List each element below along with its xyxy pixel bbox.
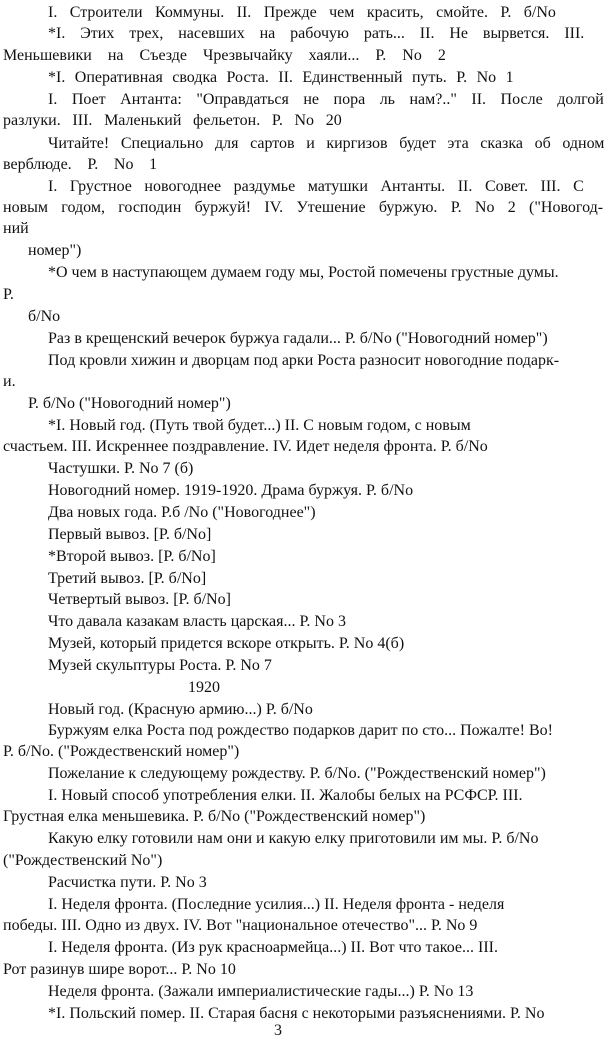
text-line: *I. Этих трех, насевших на рабочую рать... II. Не вырвется. III.	[48, 25, 585, 42]
text-line: номер")	[28, 242, 82, 259]
text-line: Расчистка пути. Р. No 3	[48, 874, 207, 891]
text-line: Меньшевики на Съезде Чрезвычайку хаяли... Р. No 2	[3, 47, 446, 64]
text-line: Что давала казакам власть царская... Р. No 3	[48, 613, 346, 630]
text-line: разлуки. III. Маленький фельетон. Р. No 20	[3, 112, 342, 129]
text-line: новым годом, господин буржуй! IV. Утешение буржую. Р. No 2 ("Новогод-	[3, 199, 604, 216]
text-line: Р. б/No ("Новогодний номер")	[28, 395, 231, 412]
text-line: и.	[3, 373, 16, 390]
text-line: победы. III. Одно из двух. IV. Вот "национальное отечество"... Р. No 9	[3, 917, 478, 934]
text-line: Р.	[3, 286, 14, 303]
text-line: Два новых года. Р.б /No ("Новогоднее")	[48, 504, 316, 521]
text-line: ("Рождественский No")	[3, 852, 163, 869]
text-line: Грустная елка меньшевика. Р. б/No ("Рождественский номер")	[3, 808, 426, 825]
text-line: Пожелание к следующему рождеству. Р. б/No. ("Рождественский номер")	[48, 765, 546, 782]
text-line: I. Поет Антанта: "Оправдаться не пора ль нам?.." II. После долгой	[48, 91, 604, 108]
text-line: счастьем. III. Искреннее поздравление. IV. Идет неделя фронта. Р. б/No	[3, 438, 488, 455]
text-line: *I. Оперативная сводка Роста. II. Единственный путь. Р. No 1	[48, 69, 514, 86]
text-line: I. Грустное новогоднее раздумье матушки Антанты. II. Совет. III. С	[48, 178, 584, 195]
page-number: 3	[274, 1022, 282, 1039]
text-line: ний	[3, 220, 29, 237]
text-line: *I. Новый год. (Путь твой будет...) II. С новым годом, с новым	[48, 417, 471, 434]
text-line: Неделя фронта. (Зажали империалистические гады...) Р. No 13	[48, 983, 474, 1000]
text-line: *О чем в наступающем думаем году мы, Ростой помечены грустные думы.	[48, 264, 559, 281]
text-line: I. Неделя фронта. (Из рук красноармейца...) II. Вот что такое... III.	[48, 939, 498, 956]
text-line: Р. б/No. ("Рождественский номер")	[3, 743, 240, 760]
text-line: Новогодний номер. 1919-1920. Драма буржуя. Р. б/No	[48, 482, 414, 499]
text-line: Новый год. (Красную армию...) Р. б/No	[48, 701, 313, 718]
text-line: Раз в крещенский вечерок буржуа гадали... Р. б/No ("Новогодний номер")	[48, 330, 548, 347]
text-line: *I. Польский помер. II. Старая басня с некоторыми разъяснениями. Р. No	[48, 1005, 545, 1022]
year-heading: 1920	[188, 679, 220, 696]
text-line: *Второй вывоз. [Р. б/No]	[48, 548, 216, 565]
text-line: I. Неделя фронта. (Последние усилия...) II. Неделя фронта - неделя	[48, 896, 505, 913]
text-line: I. Строители Коммуны. II. Прежде чем красить, смойте. Р. б/No	[48, 4, 556, 21]
text-line: верблюде. Р. No 1	[3, 156, 158, 173]
text-line: Рот разинув шире ворот... Р. No 10	[3, 961, 236, 978]
text-line: Музей, который придется вскоре открыть. Р. No 4(б)	[48, 635, 405, 652]
text-line: Частушки. Р. No 7 (б)	[48, 460, 194, 477]
text-line: Буржуям елка Роста под рождество подарков дарит по сто... Пожалте! Во!	[48, 722, 553, 739]
text-line: б/No	[28, 308, 61, 325]
text-line: Читайте! Специально для сартов и киргизов будет эта сказка об одном	[48, 135, 605, 152]
text-line: Четвертый вывоз. [Р. б/No]	[48, 591, 231, 608]
text-line: Третий вывоз. [Р. б/No]	[48, 570, 207, 587]
text-line: Музей скульптуры Роста. Р. No 7	[48, 657, 272, 674]
text-line: Какую елку готовили нам они и какую елку приготовили им мы. Р. б/No	[48, 830, 539, 847]
text-line: Первый вывоз. [Р. б/No]	[48, 526, 212, 543]
text-line: I. Новый способ употребления елки. II. Жалобы белых на РСФСР. III.	[48, 787, 523, 804]
text-line: Под кровли хижин и дворцам под арки Роста разносит новогодние подарк-	[48, 352, 560, 369]
